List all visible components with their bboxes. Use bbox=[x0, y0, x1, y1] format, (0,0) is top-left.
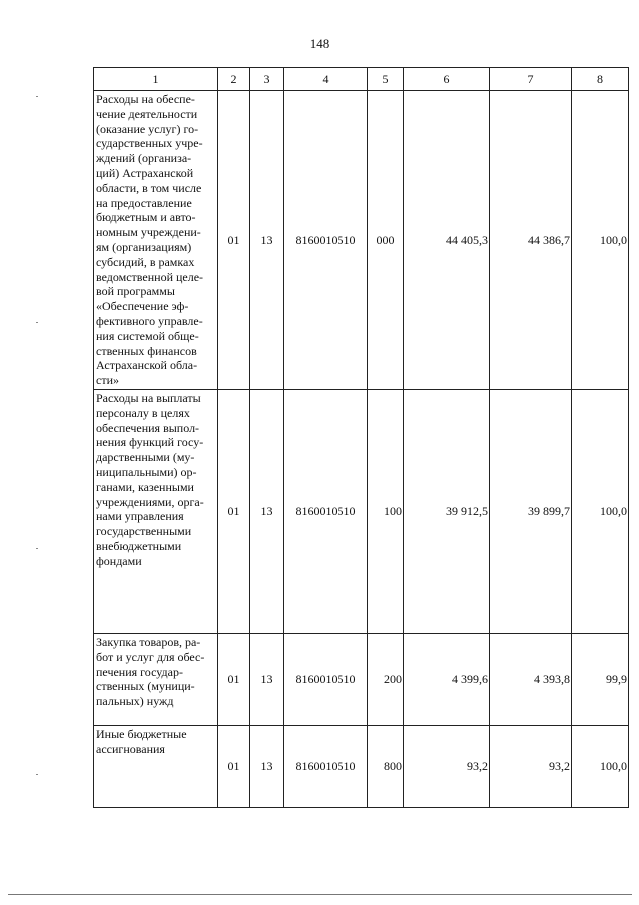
cell-actual: 4 393,8 bbox=[490, 633, 572, 725]
cell-expense-type: 800 bbox=[368, 725, 404, 807]
cell-section: 01 bbox=[218, 91, 250, 390]
row-description bbox=[94, 91, 218, 390]
cell-expense-type: 200 bbox=[368, 633, 404, 725]
bottom-edge-line bbox=[8, 894, 632, 895]
desc-line: фондами bbox=[96, 553, 142, 568]
desc-line: внебюджетными bbox=[96, 538, 182, 553]
header-cell-3: 3 bbox=[250, 68, 284, 91]
table-row bbox=[94, 91, 629, 390]
cell-plan: 93,2 bbox=[404, 725, 490, 807]
desc-line: (оказание услуг) го- bbox=[96, 121, 199, 136]
desc-line: «Обеспечение эф- bbox=[96, 299, 189, 314]
desc-line: ниципальными) ор- bbox=[96, 464, 197, 479]
budget-table bbox=[93, 67, 629, 808]
desc-line: вой программы bbox=[96, 284, 175, 299]
scan-speck bbox=[36, 96, 38, 97]
cell-percent: 100,0 bbox=[572, 91, 629, 390]
desc-line: ния системой обще- bbox=[96, 328, 199, 343]
cell-percent: 100,0 bbox=[572, 389, 629, 633]
desc-line: ганами, казенными bbox=[96, 479, 194, 494]
desc-line: нами управления bbox=[96, 509, 184, 524]
desc-line: ассигнования bbox=[96, 741, 165, 756]
desc-line: печения государ- bbox=[96, 664, 183, 679]
row-description bbox=[94, 389, 218, 633]
desc-line: персоналу в целях bbox=[96, 405, 190, 420]
page-number: 148 bbox=[309, 36, 330, 51]
cell-subsection: 13 bbox=[250, 633, 284, 725]
desc-line: нения функций госу- bbox=[96, 435, 204, 450]
header-cell-4: 4 bbox=[284, 68, 368, 91]
header-cell-8: 8 bbox=[572, 68, 629, 91]
desc-line: ям (организациям) bbox=[96, 239, 192, 254]
table-row bbox=[94, 389, 629, 633]
cell-section: 01 bbox=[218, 725, 250, 807]
header-cell-5: 5 bbox=[368, 68, 404, 91]
row-description bbox=[94, 633, 218, 725]
header-cell-1: 1 bbox=[94, 68, 218, 91]
desc-line: учреждениями, орга- bbox=[96, 494, 204, 509]
cell-subsection: 13 bbox=[250, 389, 284, 633]
cell-expense-type: 000 bbox=[368, 91, 404, 390]
table-row bbox=[94, 725, 629, 807]
cell-section: 01 bbox=[218, 389, 250, 633]
desc-line: бюджетным и авто- bbox=[96, 210, 196, 225]
desc-line: Астраханской обла- bbox=[96, 358, 198, 373]
desc-line: ций) Астраханской bbox=[96, 165, 194, 180]
desc-line: Закупка товаров, ра- bbox=[96, 634, 201, 649]
row-description bbox=[94, 725, 218, 807]
scan-speck bbox=[36, 322, 38, 323]
desc-line: Расходы на выплаты bbox=[96, 390, 201, 405]
desc-line: Расходы на обеспе- bbox=[96, 92, 195, 106]
cell-actual: 44 386,7 bbox=[490, 91, 572, 390]
cell-percent: 99,9 bbox=[572, 633, 629, 725]
desc-line: ведомственной целе- bbox=[96, 269, 204, 284]
cell-plan: 39 912,5 bbox=[404, 389, 490, 633]
desc-line: бот и услуг для обес- bbox=[96, 649, 205, 664]
desc-line: пальных) нужд bbox=[96, 694, 174, 709]
desc-line: номным учреждени- bbox=[96, 225, 201, 240]
header-cell-7: 7 bbox=[490, 68, 572, 91]
cell-actual: 93,2 bbox=[490, 725, 572, 807]
table-row bbox=[94, 633, 629, 725]
desc-line: ждений (организа- bbox=[96, 151, 192, 166]
cell-plan: 44 405,3 bbox=[404, 91, 490, 390]
desc-line: на предоставление bbox=[96, 195, 192, 210]
desc-line: ственных финансов bbox=[96, 343, 197, 358]
cell-target-code: 8160010510 bbox=[284, 91, 368, 390]
header-row bbox=[94, 68, 629, 91]
cell-plan: 4 399,6 bbox=[404, 633, 490, 725]
cell-target-code: 8160010510 bbox=[284, 633, 368, 725]
desc-line: области, в том числе bbox=[96, 180, 202, 195]
cell-target-code: 8160010510 bbox=[284, 725, 368, 807]
cell-subsection: 13 bbox=[250, 91, 284, 390]
cell-section: 01 bbox=[218, 633, 250, 725]
desc-line: обеспечения выпол- bbox=[96, 420, 200, 435]
cell-target-code: 8160010510 bbox=[284, 389, 368, 633]
scan-speck bbox=[36, 548, 38, 549]
header-cell-6: 6 bbox=[404, 68, 490, 91]
desc-line: субсидий, в рамках bbox=[96, 254, 195, 269]
desc-line: Иные бюджетные bbox=[96, 726, 187, 741]
desc-line: чение деятельности bbox=[96, 106, 198, 121]
cell-percent: 100,0 bbox=[572, 725, 629, 807]
desc-line: дарственными (му- bbox=[96, 450, 195, 465]
desc-line: ственных (муници- bbox=[96, 679, 195, 694]
cell-actual: 39 899,7 bbox=[490, 389, 572, 633]
desc-line: государственными bbox=[96, 524, 192, 539]
cell-subsection: 13 bbox=[250, 725, 284, 807]
desc-line: фективного управле- bbox=[96, 313, 203, 328]
desc-line: сти» bbox=[96, 373, 119, 388]
scan-speck bbox=[36, 774, 38, 775]
desc-line: сударственных учре- bbox=[96, 136, 203, 151]
cell-expense-type: 100 bbox=[368, 389, 404, 633]
header-cell-2: 2 bbox=[218, 68, 250, 91]
